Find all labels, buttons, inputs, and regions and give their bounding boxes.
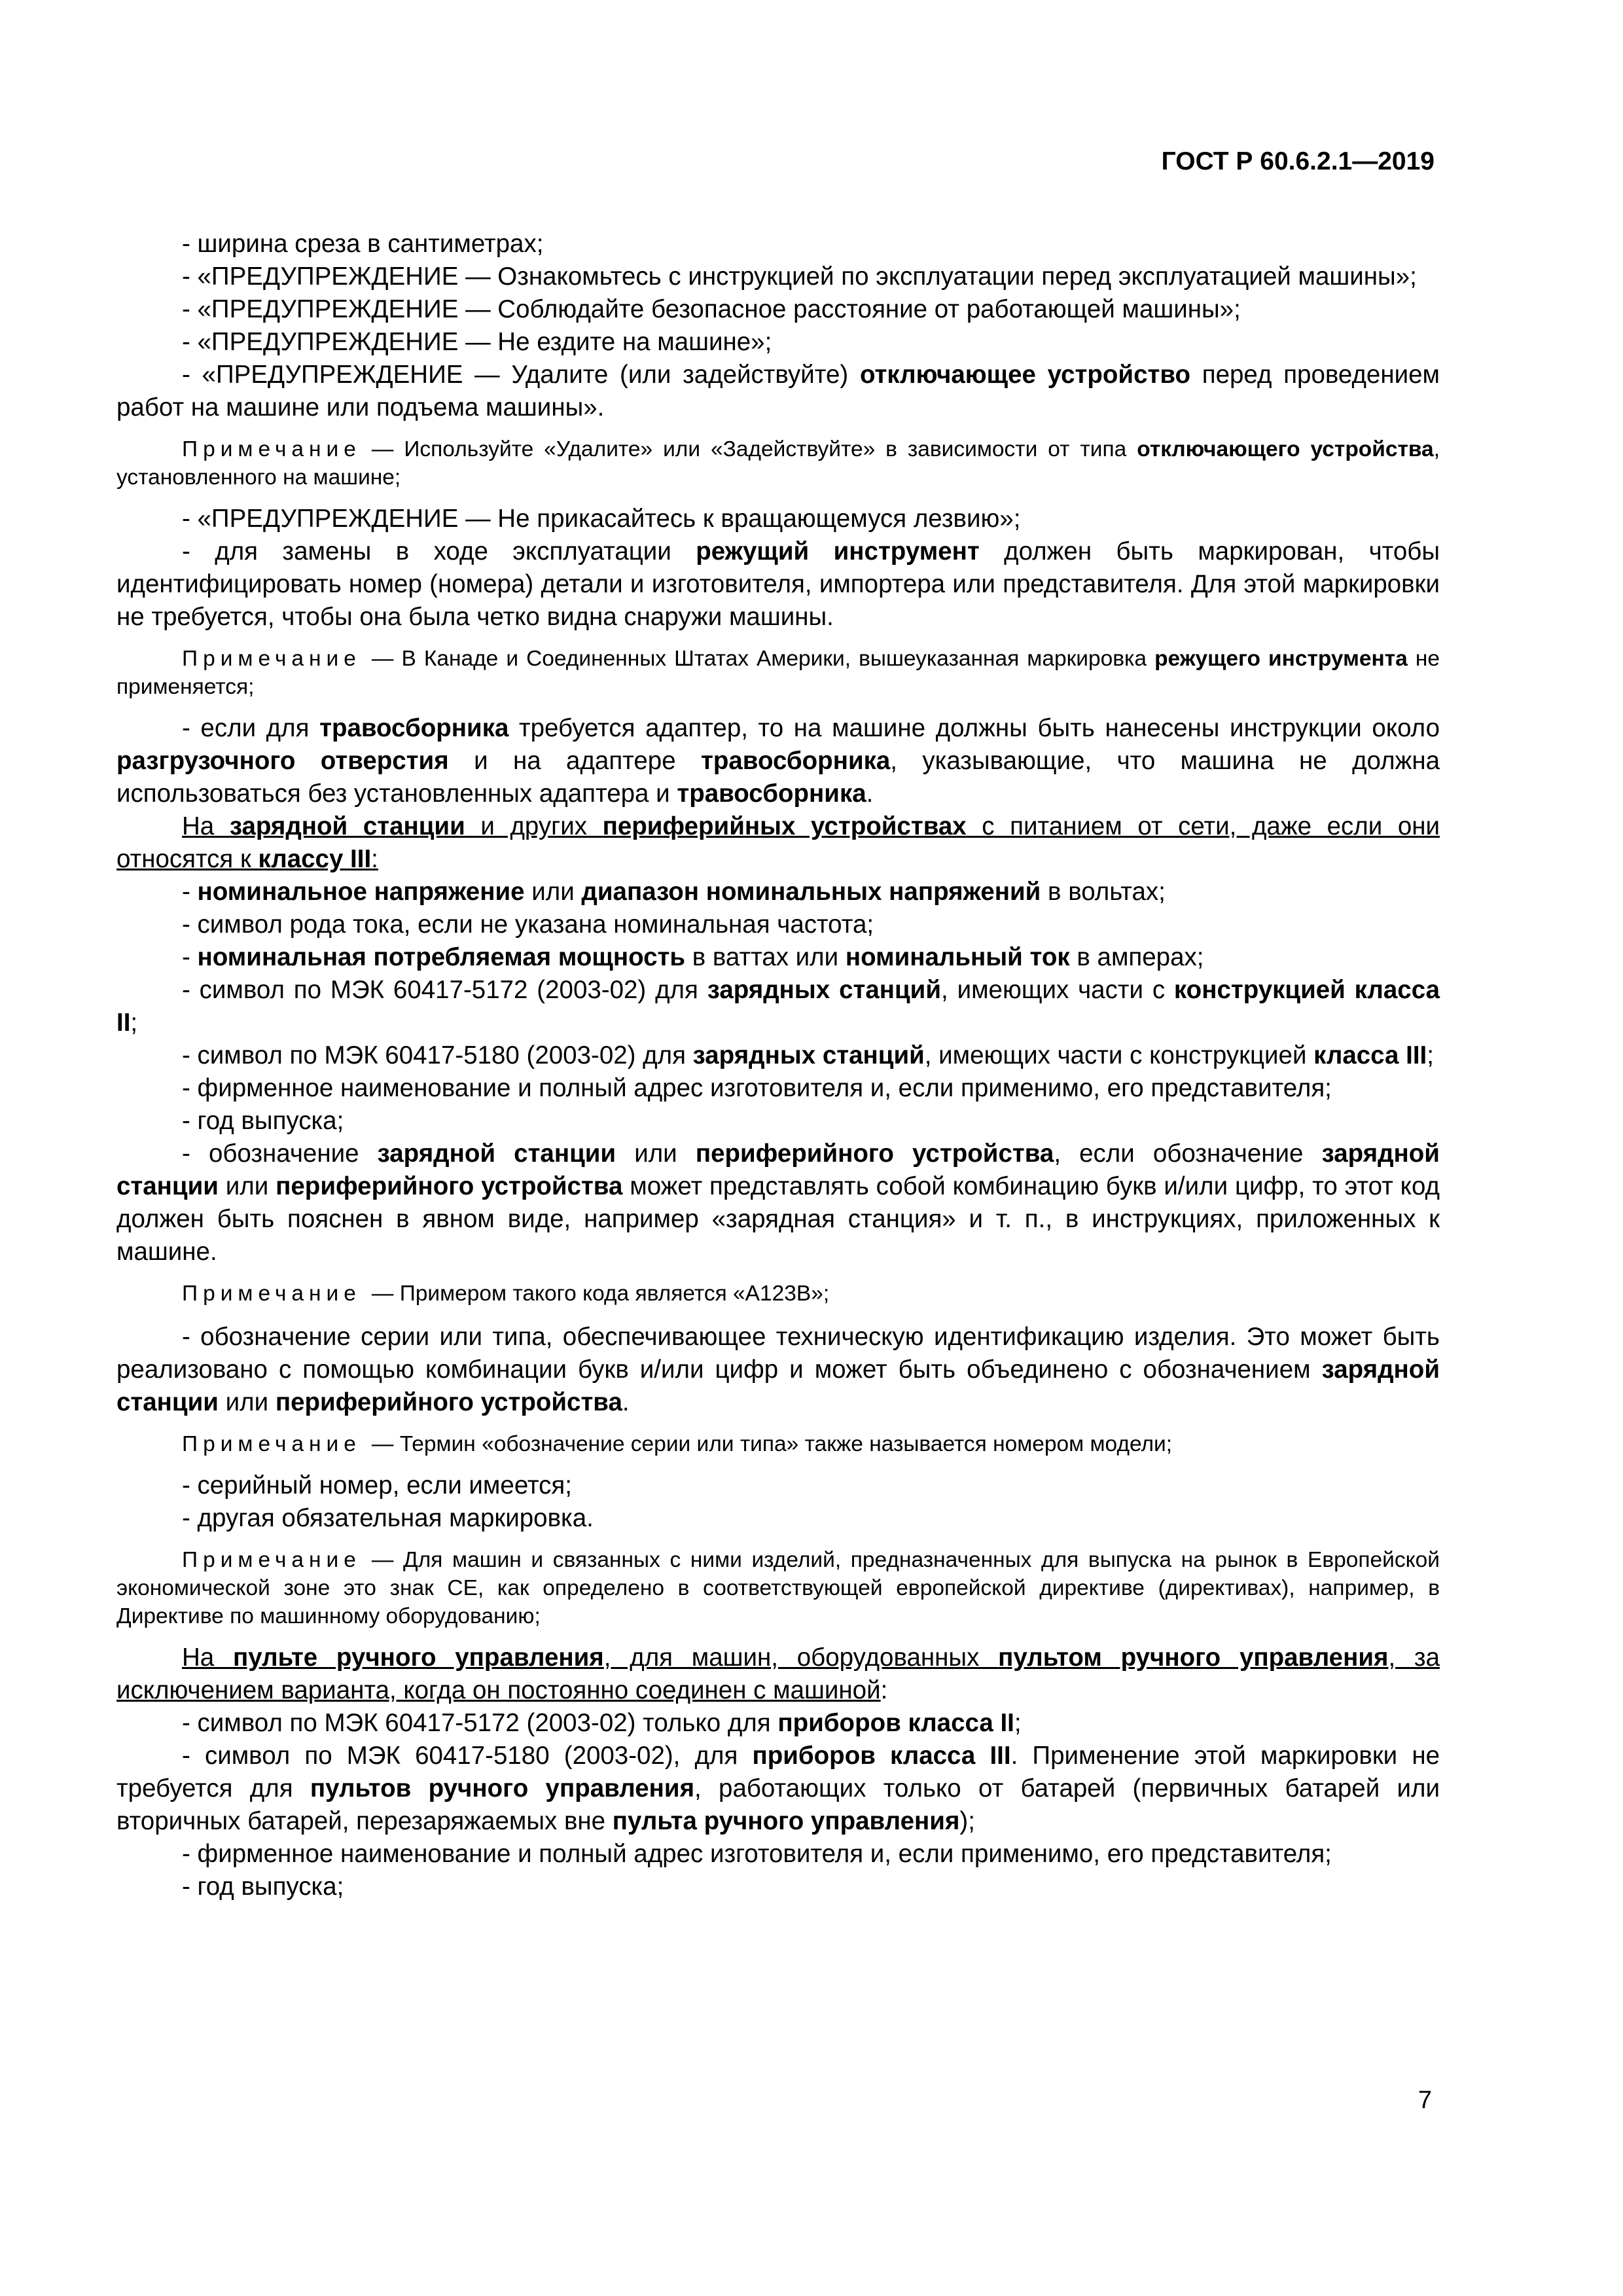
note-label: Примечание: [182, 1548, 361, 1572]
list-item: - фирменное наименование и полный адрес изготовителя и, если применимо, его представителя;: [182, 1074, 1332, 1102]
note-label: Примечание: [182, 1282, 361, 1306]
list-item: - «ПРЕДУПРЕЖДЕНИЕ — Не прикасайтесь к вращающемуся лезвию»;: [182, 505, 1021, 533]
note: Примечание — Термин «обозначение серии или типа» также называется номером модели;: [182, 1432, 1173, 1456]
list-item: - обозначение зарядной станции или периферийного устройства, если обозначение зарядной станции или периферийного устройства может представлять собой комбинацию букв и/или цифр, то этот код должен быть пояснен в явном виде, например «зарядная станция» и т. п., в инструкциях, приложенных к машине.: [116, 1139, 1440, 1266]
list-item: - если для травосборника требуется адаптер, то на машине должны быть нанесены инструкции около разгрузочного отверстия и на адаптере травосборника, указывающие, что машина не должна использоваться без установленных адаптера и травосборника.: [116, 714, 1440, 808]
list-item: - год выпуска;: [182, 1107, 344, 1135]
list-item: - номинальная потребляемая мощность в ваттах или номинальный ток в амперах;: [182, 943, 1204, 971]
note: Примечание — В Канаде и Соединенных Штатах Америки, вышеуказанная маркировка режущего инструмента не применяется;: [116, 647, 1440, 699]
list-item: - символ по МЭК 60417-5180 (2003-02) для зарядных станций, имеющих части с конструкцией класса III;: [182, 1041, 1434, 1069]
list-item: - «ПРЕДУПРЕЖДЕНИЕ — Не ездите на машине»;: [182, 328, 772, 356]
list-item: - фирменное наименование и полный адрес изготовителя и, если применимо, его представителя;: [182, 1840, 1332, 1868]
list-item: - символ рода тока, если не указана номинальная частота;: [182, 910, 874, 939]
list-item: - номинальное напряжение или диапазон номинальных напряжений в вольтах;: [182, 878, 1166, 906]
list-item: - «ПРЕДУПРЕЖДЕНИЕ — Ознакомьтесь с инструкцией по эксплуатации перед эксплуатацией машины»;: [182, 262, 1417, 291]
section-intro: На зарядной станции и других периферийных устройствах с питанием от сети, даже если они относятся к классу III:: [116, 812, 1440, 873]
note-label: Примечание: [182, 1432, 361, 1456]
note-label: Примечание: [182, 647, 361, 671]
list-item: - серийный номер, если имеется;: [182, 1471, 572, 1499]
section-intro: На пульте ручного управления, для машин, оборудованных пультом ручного управления, за исключением варианта, когда он постоянно соединен с машиной:: [116, 1643, 1440, 1704]
list-item: - обозначение серии или типа, обеспечивающее техническую идентификацию изделия. Это может быть реализовано с помощью комбинации букв и/или цифр и может быть объединено с обозначением зарядной станции или периферийного устройства.: [116, 1323, 1440, 1416]
list-item: - «ПРЕДУПРЕЖДЕНИЕ — Удалите (или задействуйте) отключающее устройство перед проведением работ на машине или подъема машины».: [116, 361, 1440, 422]
list-item: - другая обязательная маркировка.: [182, 1504, 594, 1532]
list-item: - символ по МЭК 60417-5180 (2003-02), для приборов класса III. Применение этой маркировки не требуется для пультов ручного управления, работающих только от батарей (первичных батарей или вторичных батарей, перезаряжаемых вне пульта ручного управления);: [116, 1742, 1440, 1835]
note: Примечание — Используйте «Удалите» или «Задействуйте» в зависимости от типа отключающего устройства, установленного на машине;: [116, 437, 1440, 490]
list-item: - год выпуска;: [182, 1873, 344, 1901]
list-item: - для замены в ходе эксплуатации режущий инструмент должен быть маркирован, чтобы идентифицировать номер (номера) детали и изготовителя, импортера или представителя. Для этой маркировки не требуется, чтобы она была четко видна снаружи машины.: [116, 537, 1440, 631]
list-item: - символ по МЭК 60417-5172 (2003-02) для зарядных станций, имеющих части с конструкцией класса II;: [116, 976, 1440, 1037]
note-label: Примечание: [182, 437, 361, 461]
list-item: - ширина среза в сантиметрах;: [182, 230, 544, 258]
page-body: [116, 228, 1440, 1903]
note: Примечание — Примером такого кода является «A123B»;: [182, 1282, 830, 1306]
list-item: - символ по МЭК 60417-5172 (2003-02) только для приборов класса II;: [182, 1709, 1022, 1737]
document-header-code: ГОСТ Р 60.6.2.1—2019: [1161, 147, 1435, 175]
note: Примечание — Для машин и связанных с ними изделий, предназначенных для выпуска на рынок в Европейской экономической зоне это знак CE, как определено в соответствующей европейской директиве (директивах), например, в Директиве по машинному оборудованию;: [116, 1548, 1440, 1628]
list-item: - «ПРЕДУПРЕЖДЕНИЕ — Соблюдайте безопасное расстояние от работающей машины»;: [182, 295, 1241, 323]
page-number: 7: [1418, 2087, 1432, 2114]
